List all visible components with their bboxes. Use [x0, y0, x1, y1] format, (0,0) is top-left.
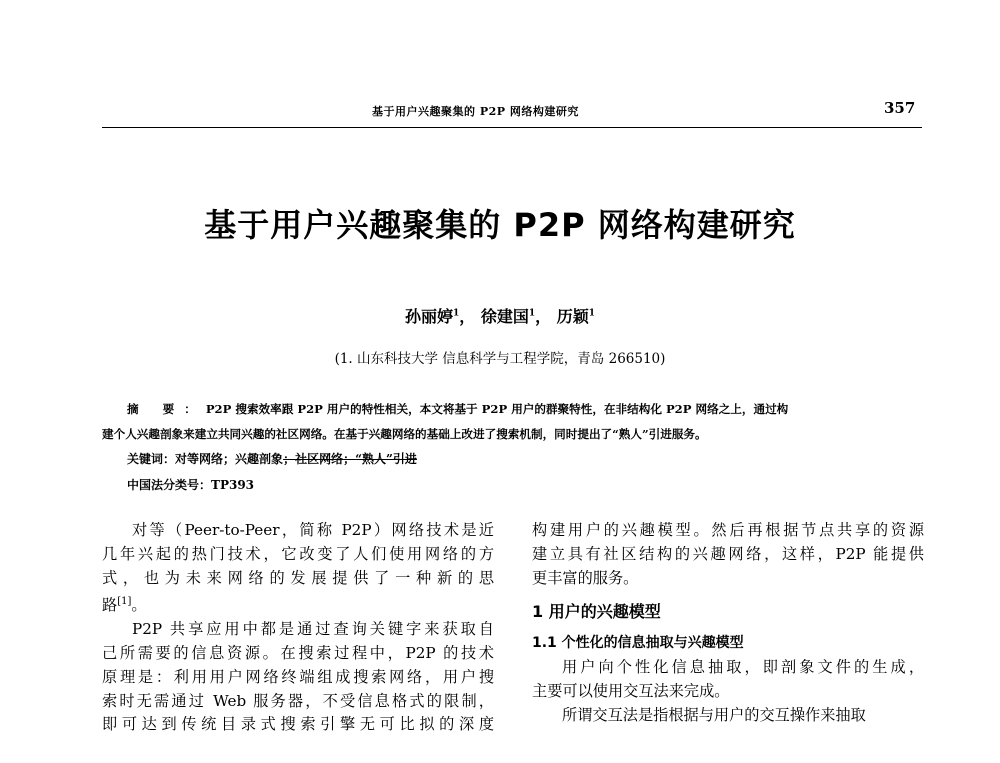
affiliation-mark: 1	[588, 308, 595, 319]
body-line: 几年兴起的热门技术，它改变了人们使用网络的方	[102, 544, 494, 563]
keyword: 兴趣剖象	[235, 452, 284, 466]
abstract-label: 摘 要：	[127, 402, 206, 416]
page-number: 357	[884, 99, 916, 117]
left-column	[102, 519, 494, 737]
body-line: 路[1]。	[102, 596, 147, 615]
body-line: 式，也为未来网络的发展提供了一种新的思	[102, 568, 494, 587]
classification	[127, 476, 254, 493]
header-rule	[102, 127, 922, 128]
body-line: 构建用户的兴趣模型。然后再根据节点共享的资源	[532, 521, 924, 539]
running-header: 基于用户兴趣聚集的 P2P 网络构建研究	[372, 105, 579, 118]
right-column	[532, 519, 924, 727]
body-line: 所谓交互法是指根据与用户的交互操作来抽取	[562, 705, 866, 724]
affiliation-mark: 1	[528, 308, 536, 319]
keyword: 对等网络	[175, 452, 224, 466]
author-name: 徐建国	[480, 307, 529, 326]
body-line: 更丰富的服务。	[532, 568, 639, 587]
body-line: 己所需要的信息资源。在搜索过程中，P2P 的技术	[102, 644, 494, 663]
citation: [1]	[117, 596, 132, 608]
body-line: 用户向个性化信息抽取，即剖象文件的生成，	[562, 657, 924, 676]
author-name: 孙丽婷	[405, 307, 454, 326]
abstract-text: P2P 搜索效率跟 P2P 用户的特性相关，本文将基于 P2P 用户的群聚特性，在非结构化 P2P 网络之上，通过构	[205, 402, 789, 416]
body-line: 索时无需通过 Web 服务器，不受信息格式的限制，	[102, 691, 494, 710]
section-heading: 1 用户的兴趣模型	[532, 602, 661, 622]
body-line: 对等（Peer-to-Peer，简称 P2P）网络技术是近	[132, 521, 494, 539]
paper-title: 基于用户兴趣聚集的 P2P 网络构建研究	[204, 206, 796, 244]
affiliation: (1. 山东科技大学 信息科学与工程学院，青岛 266510)	[334, 351, 666, 367]
classification-value: TP393	[211, 478, 255, 492]
abstract-line-2: 建个人兴趣剖象来建立共同兴趣的社区网络。在基于兴趣网络的基础上改进了搜索机制，同时提出了“熟人”引进服务。	[102, 427, 707, 441]
body-line: 原理是：利用用户网络终端组成搜索网络，用户搜	[102, 667, 494, 686]
author-name: 历颖	[556, 307, 589, 326]
keyword: 社区网络	[295, 452, 344, 466]
affiliation-mark: 1	[453, 308, 460, 319]
body-line: 即可达到传统目录式搜索引擎无可比拟的深度	[102, 715, 494, 734]
keywords-label: 关键词：	[127, 452, 176, 466]
author-list: 孙丽婷$^1$， 徐建国$^1$， 历颖$^1$	[405, 307, 595, 326]
body-line: 主要可以使用交互法来完成。	[532, 681, 730, 700]
keyword: “熟人”引进	[355, 452, 417, 466]
body-line: P2P 共享应用中都是通过查询关键字来获取自	[132, 620, 494, 639]
abstract-line-1	[127, 401, 788, 417]
subsection-heading: 1.1 个性化的信息抽取与兴趣模型	[532, 635, 744, 652]
classification-label: 中国法分类号：	[127, 478, 212, 492]
keywords: 关键词：对等网络；兴趣剖象；社区网络；“熟人”引进	[127, 452, 417, 466]
body-line: 建立具有社区结构的兴趣网络，这样，P2P 能提供	[532, 544, 924, 563]
